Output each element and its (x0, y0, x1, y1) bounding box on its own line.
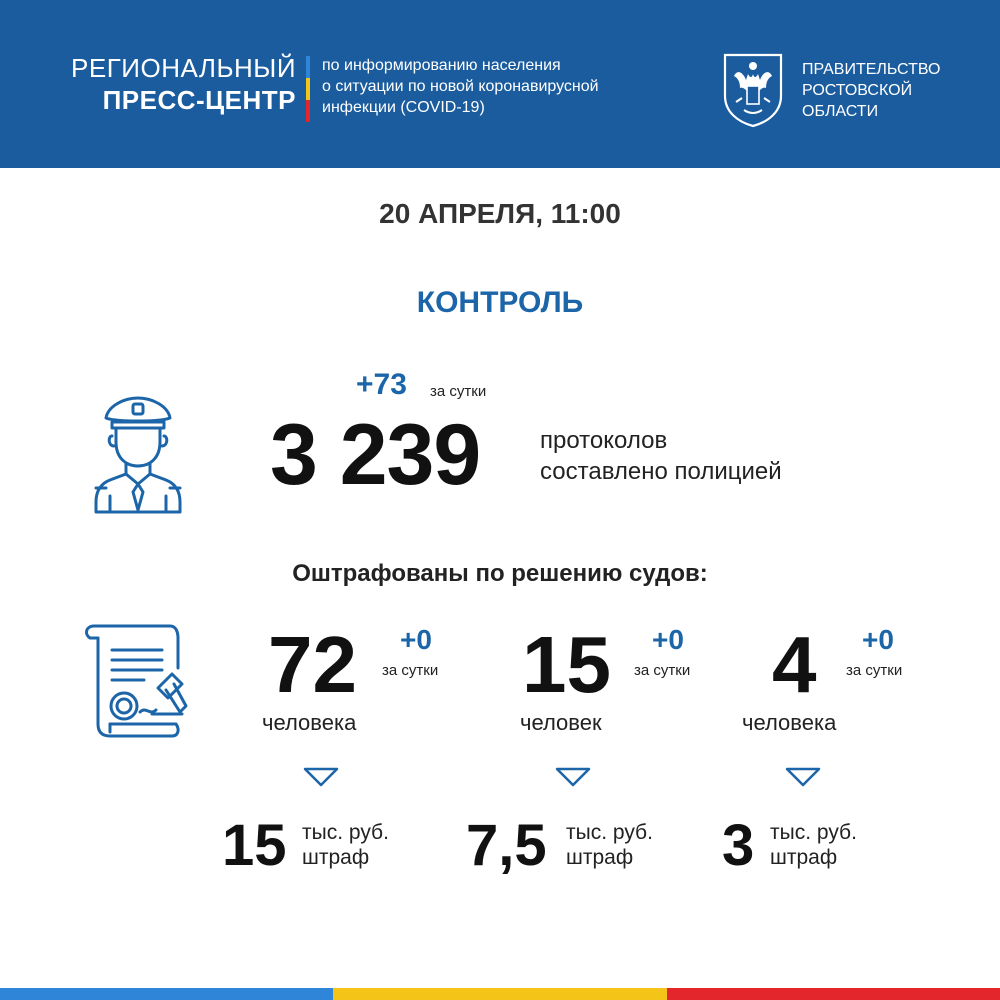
protocols-description (540, 425, 782, 487)
brand-line2: ПРЕСС-ЦЕНТР (102, 85, 296, 115)
protocols-desc-line1: протоколов (540, 427, 668, 454)
protocols-desc-line2: составлено полицией (540, 458, 782, 485)
tricolor-stripe (306, 56, 310, 122)
fine-amount-label: штраф (770, 846, 838, 869)
fine-count-1: 72 (268, 620, 357, 709)
protocols-total: 3 239 (270, 407, 481, 503)
header-description-line: по информированию населения (322, 57, 561, 74)
fine-unit-2: человек (520, 710, 602, 735)
header-description-line: инфекции (COVID-19) (322, 99, 485, 116)
court-document-gavel-icon (80, 620, 200, 740)
government-line: ПРАВИТЕЛЬСТВО (802, 61, 941, 78)
section-title: КОНТРОЛЬ (416, 286, 584, 319)
bottom-bar-red (667, 988, 1000, 1000)
fine-unit-1: человека (262, 710, 357, 735)
protocols-per-day: за сутки (430, 383, 487, 400)
fine-amount-unit-3 (770, 820, 857, 870)
tricolor-red (306, 100, 310, 122)
fine-per-day-3: за сутки (846, 662, 903, 679)
bottom-bar-blue (0, 988, 333, 1000)
fined-title: Оштрафованы по решению судов: (292, 560, 708, 587)
bottom-bar-yellow (333, 988, 666, 1000)
triangle-down-icon (302, 766, 340, 788)
fine-unit-3: человека (742, 710, 837, 735)
government-line: ОБЛАСТИ (802, 103, 879, 120)
fine-amount-1: 15 (222, 813, 287, 878)
bottom-tricolor-bar (0, 988, 1000, 1000)
brand-line1: РЕГИОНАЛЬНЫЙ (71, 53, 296, 83)
fine-delta-1: +0 (400, 624, 432, 655)
tricolor-yellow (306, 78, 310, 100)
fine-amount-3: 3 (722, 813, 755, 878)
tricolor-blue (306, 56, 310, 78)
fine-amount-label: штраф (566, 846, 634, 869)
fine-per-day-1: за сутки (382, 662, 439, 679)
header-banner (0, 0, 1000, 168)
report-date: 20 АПРЕЛЯ, 11:00 (379, 198, 621, 229)
fine-amount-unit-label: тыс. руб. (302, 821, 389, 844)
header-description-line: о ситуации по новой коронавирусной (322, 78, 599, 95)
fine-amount-2: 7,5 (466, 813, 547, 878)
brand-title (52, 52, 296, 116)
fine-amount-unit-label: тыс. руб. (770, 821, 857, 844)
fine-amount-label: штраф (302, 846, 370, 869)
fine-count-3: 4 (772, 620, 817, 709)
header-description (322, 55, 599, 118)
government-line: РОСТОВСКОЙ (802, 82, 913, 99)
fine-per-day-2: за сутки (634, 662, 691, 679)
government-name (802, 59, 940, 122)
fine-amount-unit-1 (302, 820, 389, 870)
fine-delta-2: +0 (652, 624, 684, 655)
fine-delta-3: +0 (862, 624, 894, 655)
protocols-delta: +73 (356, 368, 407, 401)
fine-amount-unit-2 (566, 820, 653, 870)
fine-count-2: 15 (522, 620, 611, 709)
rostov-coat-of-arms-icon (722, 52, 784, 128)
triangle-down-icon (554, 766, 592, 788)
police-officer-icon (88, 392, 188, 516)
triangle-down-icon (784, 766, 822, 788)
fine-amount-unit-label: тыс. руб. (566, 821, 653, 844)
